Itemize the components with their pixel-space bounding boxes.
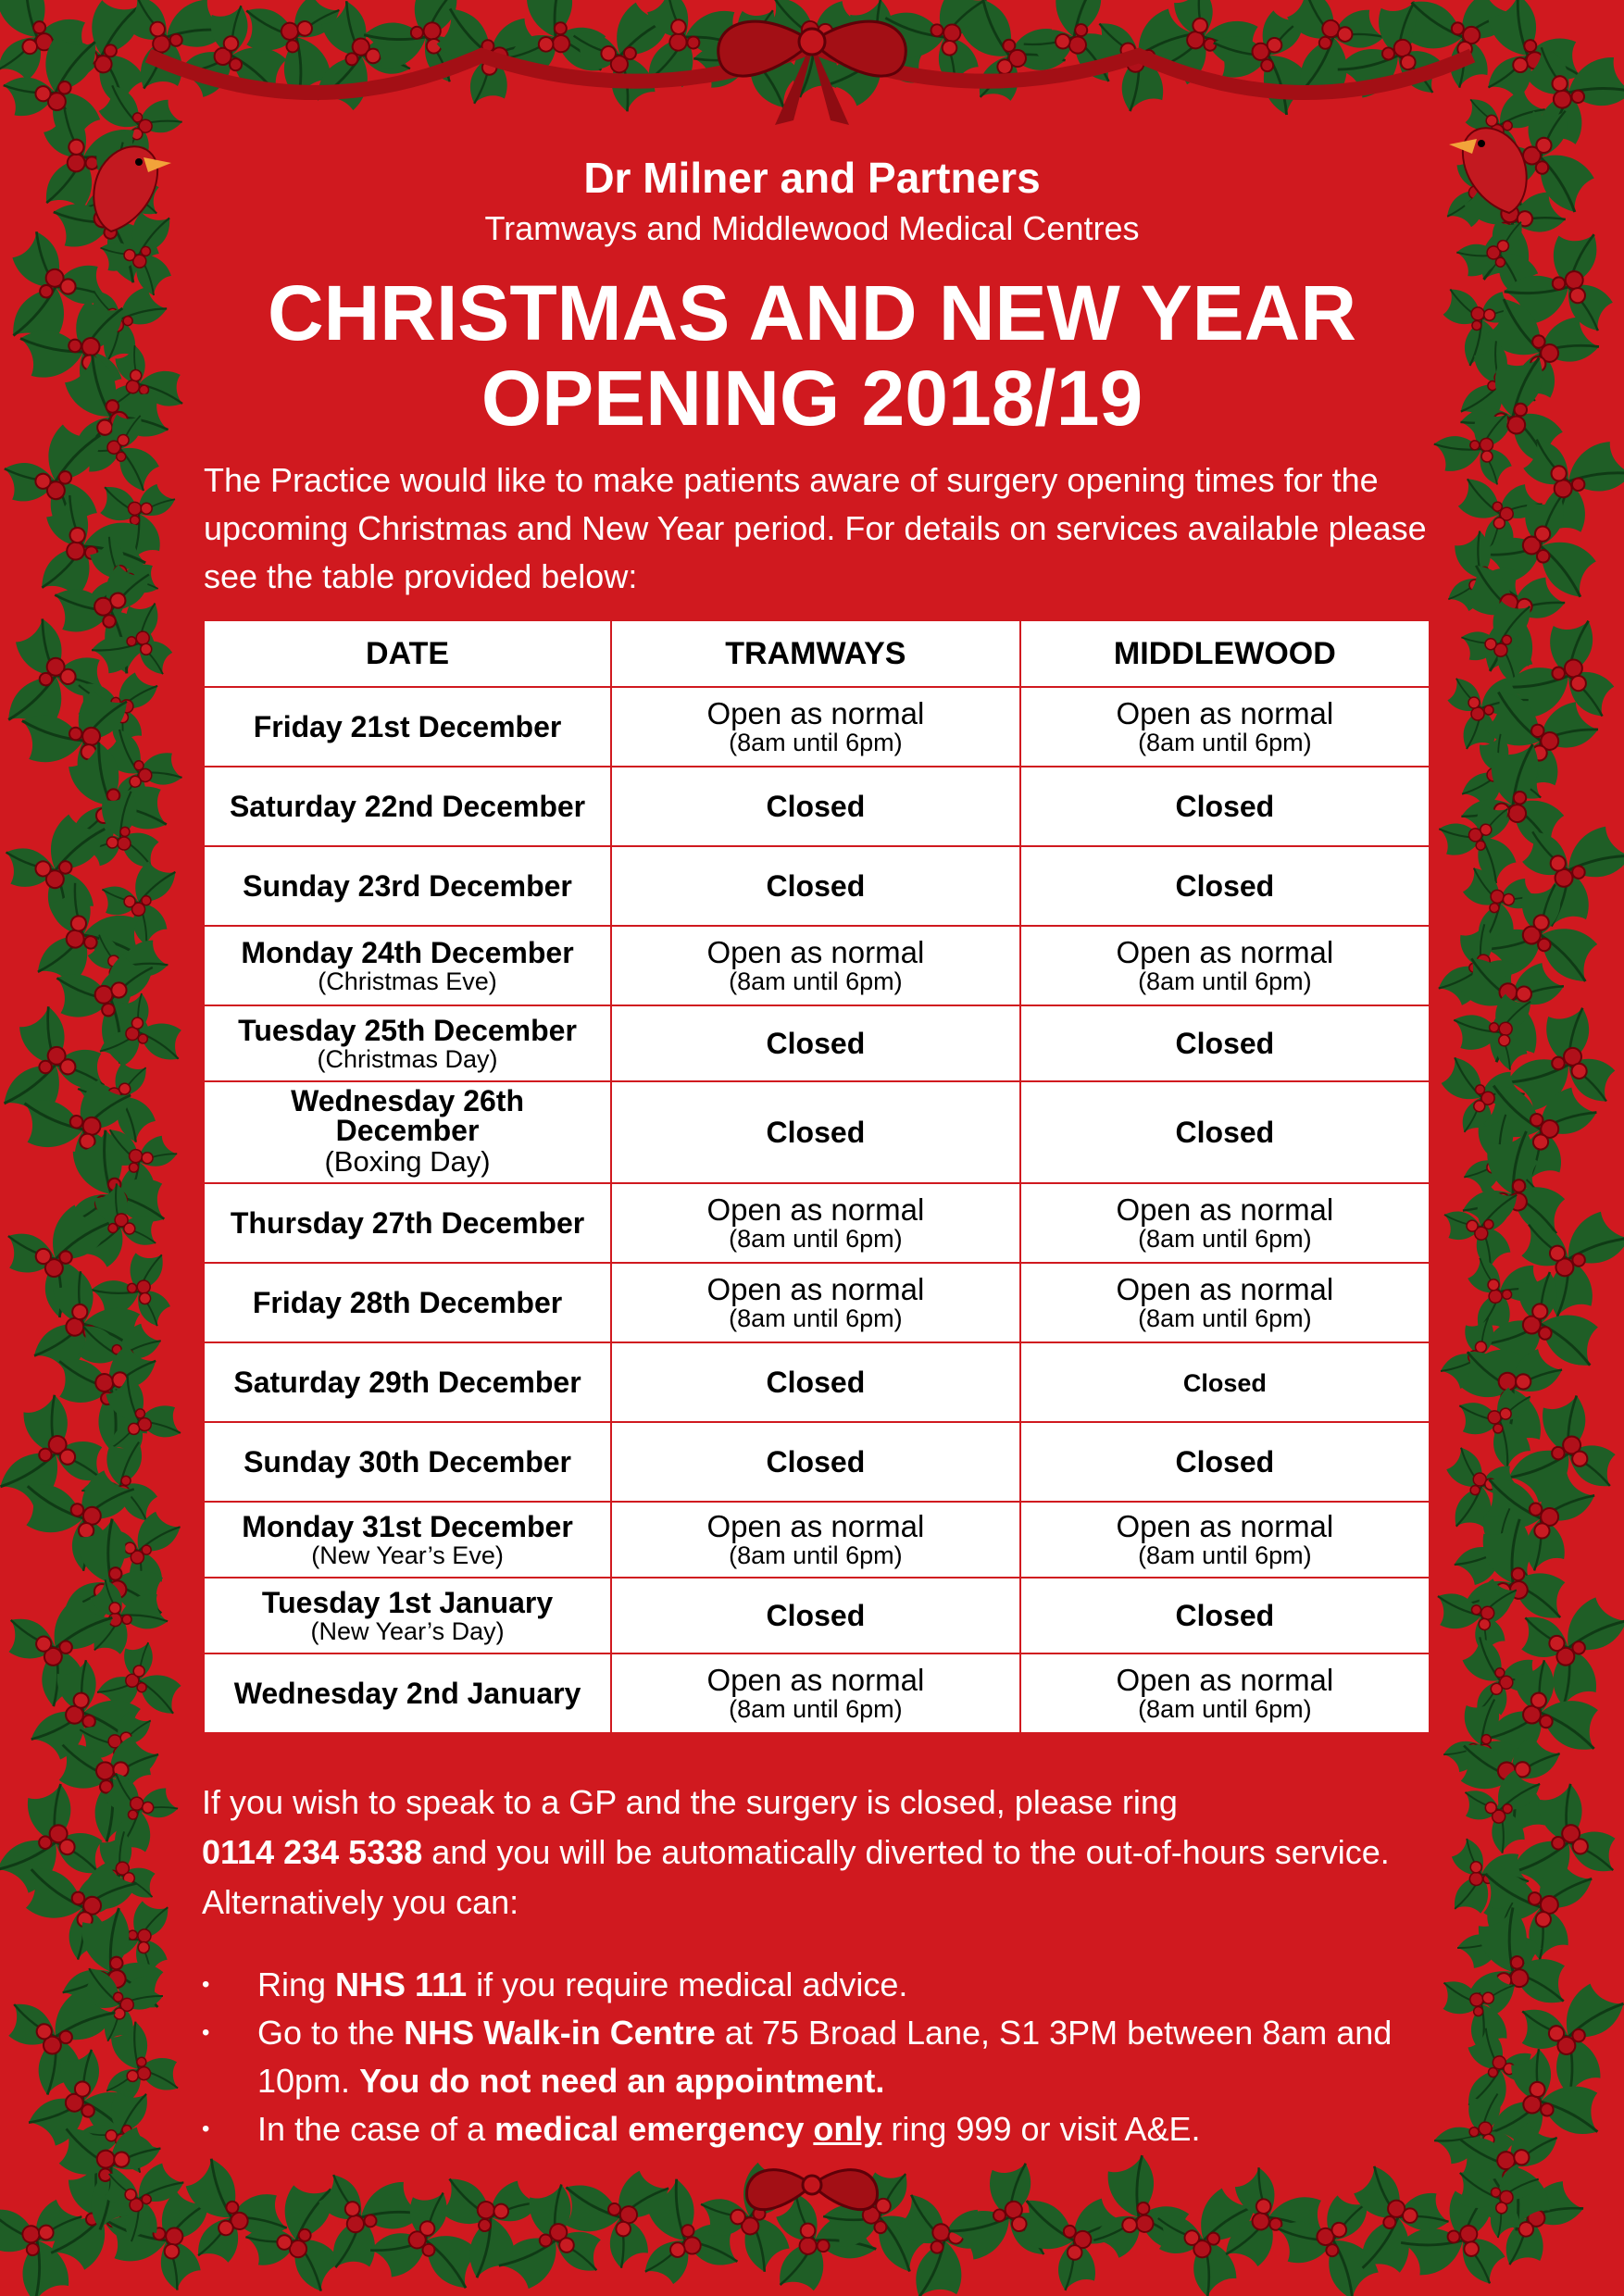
status-closed: Closed [1175,1027,1275,1060]
cell-middlewood [1020,767,1430,846]
status-closed: Closed [766,1445,866,1479]
cell-date [204,1422,611,1502]
status-open: Open as normal [706,1509,925,1543]
status-closed: Closed [766,869,866,903]
table-row [204,1502,1430,1578]
alternatives-list [202,1961,1443,2153]
table-row [204,687,1430,767]
opening-hours: (8am until 6pm) [729,1695,903,1723]
opening-hours-table [203,619,1430,1734]
status-closed: Closed [1175,1599,1275,1632]
date-label: Saturday 29th December [233,1366,581,1399]
table-row [204,1183,1430,1263]
status-closed: Closed [766,1366,866,1399]
title-line-1: CHRISTMAS AND NEW YEAR [267,269,1357,356]
cell-date [204,1005,611,1081]
status-open: Open as normal [706,1663,925,1697]
status-open: Open as normal [1116,1663,1334,1697]
cell-tramways [611,926,1020,1005]
opening-hours: (8am until 6pm) [729,1225,903,1253]
date-note: (Boxing Day) [324,1145,491,1178]
bullet-text: In the case of a [257,2110,495,2148]
cell-middlewood [1020,846,1430,926]
cell-middlewood [1020,1183,1430,1263]
status-open: Open as normal [706,1192,925,1227]
header-tramways: TRAMWAYS [611,620,1020,687]
cell-tramways [611,1422,1020,1502]
date-label: Friday 28th December [252,1286,563,1319]
cell-tramways [611,767,1020,846]
cell-middlewood [1020,1578,1430,1653]
cell-tramways [611,1263,1020,1342]
opening-hours: (8am until 6pm) [729,1304,903,1332]
date-label: Tuesday 1st January [261,1586,554,1619]
status-closed: Closed [766,790,866,823]
practice-name: Dr Milner and Partners [583,154,1041,202]
status-closed: Closed [1175,1116,1275,1149]
bullet-bold: NHS 111 [335,1965,468,2003]
bullet-icon: • [202,2020,210,2045]
cell-tramways [611,687,1020,767]
status-open: Open as normal [706,935,925,969]
intro-paragraph: The Practice would like to make patients aware of surgery opening times for the upcoming Christmas and New Year period. For details on services available please see the table provided below: [204,461,1427,595]
status-open: Open as normal [1116,1192,1334,1227]
cell-tramways [611,1183,1020,1263]
opening-hours: (8am until 6pm) [729,729,903,756]
list-item [202,2009,1443,2105]
bullet-bold: You do not need an appointment. [359,2062,885,2100]
bullet-text: Go to the [257,2014,405,2052]
cell-tramways [611,1502,1020,1578]
date-label: Sunday 30th December [244,1445,571,1479]
opening-hours: (8am until 6pm) [1138,729,1312,756]
bullet-text: at 75 Broad Lane, S1 3PM between 8am and 10pm. [257,2014,1393,2100]
date-note: (New Year’s Day) [310,1617,505,1645]
status-closed: Closed [766,1116,866,1149]
cell-date [204,1263,611,1342]
cell-middlewood [1020,1502,1430,1578]
title-line-2: OPENING 2018/19 [481,355,1143,442]
table-body [204,687,1430,1733]
table-row [204,1342,1430,1422]
list-item [202,2105,1443,2153]
cell-date [204,1081,611,1183]
cell-middlewood [1020,687,1430,767]
opening-hours: (8am until 6pm) [1138,1304,1312,1332]
cell-middlewood [1020,1263,1430,1342]
table-row [204,1653,1430,1733]
bullet-icon: • [202,2116,210,2141]
cell-date [204,1578,611,1653]
date-label: Wednesday 26th December [291,1084,524,1147]
header-date: DATE [204,620,611,687]
date-label: Wednesday 2nd January [233,1677,581,1710]
cell-tramways [611,846,1020,926]
bullet-text: if you require medical advice. [467,1965,908,2003]
opening-hours: (8am until 6pm) [729,967,903,995]
table-row [204,1005,1430,1081]
cell-tramways [611,1081,1020,1183]
date-label: Monday 31st December [242,1510,573,1543]
practice-subtitle: Tramways and Middlewood Medical Centres [484,209,1140,247]
bullet-text: ring 999 or visit A&E. [881,2110,1201,2148]
status-open: Open as normal [1116,935,1334,969]
opening-hours: (8am until 6pm) [1138,967,1312,995]
page-title [0,270,1624,441]
date-label: Friday 21st December [253,710,562,743]
cell-tramways [611,1342,1020,1422]
header-middlewood: MIDDLEWOOD [1020,620,1430,687]
cell-date [204,1183,611,1263]
ribbon-bow-icon [747,2170,878,2210]
holly-sprig-icon [1447,725,1593,877]
status-open: Open as normal [1116,1272,1334,1306]
status-open: Open as normal [1116,696,1334,730]
cell-middlewood [1020,1422,1430,1502]
footer-line-2: and you will be automatically diverted to the out-of-hours service. Alternatively you can: [202,1833,1390,1921]
cell-tramways [611,1005,1020,1081]
cell-date [204,1502,611,1578]
table-row [204,1578,1430,1653]
status-closed: Closed [1175,790,1275,823]
footer-paragraph [202,1778,1433,1928]
date-note: (Christmas Eve) [318,967,497,995]
footer-line-1: If you wish to speak to a GP and the surgery is closed, please ring [202,1783,1178,1821]
status-closed: Closed [766,1599,866,1632]
cell-date [204,687,611,767]
status-closed: Closed [1175,869,1275,903]
table-row [204,1081,1430,1183]
table-row [204,926,1430,1005]
cell-middlewood [1020,1081,1430,1183]
status-open: Open as normal [1116,1509,1334,1543]
opening-hours: (8am until 6pm) [729,1541,903,1569]
cell-tramways [611,1578,1020,1653]
list-item [202,1961,1443,2009]
status-closed: Closed [1182,1369,1267,1397]
cell-date [204,846,611,926]
date-note: (Christmas Day) [317,1045,498,1073]
date-label: Tuesday 25th December [238,1014,577,1047]
cell-date [204,767,611,846]
date-note: (New Year’s Eve) [311,1541,504,1569]
status-closed: Closed [1175,1445,1275,1479]
cell-date [204,926,611,1005]
date-label: Thursday 27th December [230,1206,585,1240]
bullet-bold: NHS Walk-in Centre [404,2014,716,2052]
date-label: Sunday 23rd December [243,869,572,903]
opening-hours: (8am until 6pm) [1138,1541,1312,1569]
cell-middlewood [1020,1342,1430,1422]
date-label: Monday 24th December [241,936,574,969]
opening-hours: (8am until 6pm) [1138,1695,1312,1723]
table-header-row [204,620,1430,687]
opening-hours: (8am until 6pm) [1138,1225,1312,1253]
cell-middlewood [1020,1653,1430,1733]
bullet-text: Ring [257,1965,336,2003]
cell-middlewood [1020,1005,1430,1081]
table-row [204,1422,1430,1502]
table-row [204,846,1430,926]
bullet-underline: only [813,2110,882,2148]
cell-middlewood [1020,926,1430,1005]
status-closed: Closed [766,1027,866,1060]
status-open: Open as normal [706,1272,925,1306]
status-open: Open as normal [706,696,925,730]
table-row [204,767,1430,846]
cell-tramways [611,1653,1020,1733]
holly-sprig-icon [1449,1116,1588,1263]
table-row [204,1263,1430,1342]
date-label: Saturday 22nd December [229,790,586,823]
phone-number: 0114 234 5338 [202,1833,423,1871]
cell-date [204,1653,611,1733]
cell-date [204,1342,611,1422]
bullet-bold: medical emergency [494,2110,814,2148]
bullet-icon: • [202,1972,210,1997]
